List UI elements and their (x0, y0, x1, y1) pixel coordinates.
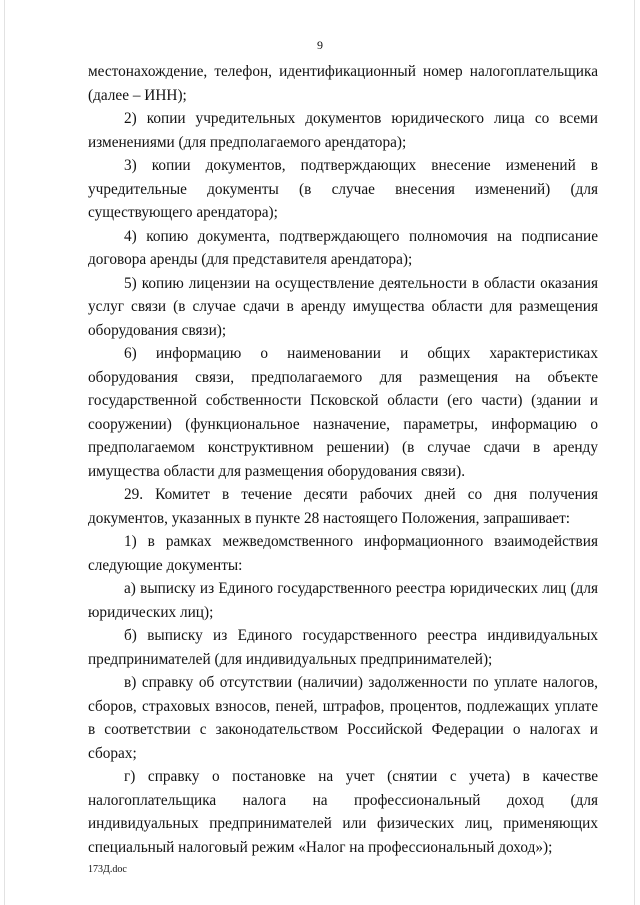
paragraph: 2) копии учредительных документов юридического лица со всеми изменениями (для предполагаемого арендатора); (88, 110, 598, 151)
footer-filename: 173Д.doc (88, 864, 127, 875)
paragraph: г) справку о постановке на учет (снятии с учета) в качестве налогоплательщика налога на профессиональный доход (для индивидуальных предпринимателей или физических лиц, применяющих специальный налоговый режим «Налог на профессиональный доход»); (88, 768, 598, 856)
document-body (88, 60, 598, 859)
page-number: 9 (317, 38, 323, 52)
paragraph: б) выписку из Единого государственного реестра индивидуальных предпринимателей (для индивидуальных предпринимателей); (88, 627, 598, 668)
paragraph: 3) копии документов, подтверждающих внесение изменений в учредительные документы (в случае внесения изменений) (для существующего арендатора); (88, 157, 598, 221)
paragraph: 29. Комитет в течение десяти рабочих дней со дня получения документов, указанных в пункте 28 настоящего Положения, запрашивает: (88, 486, 598, 527)
paragraph: 4) копию документа, подтверждающего полномочия на подписание договора аренды (для представителя арендатора); (88, 227, 598, 268)
paragraph: 5) копию лицензии на осуществление деятельности в области оказания услуг связи (в случае сдачи в аренду имущества области для размещения оборудования связи); (88, 274, 598, 339)
paragraph: в) справку об отсутствии (наличии) задолженности по уплате налогов, сборов, страховых взносов, пеней, штрафов, процентов, подлежащих уплате в соответствии с законодательством Российской Федерации о налогах и сборах; (88, 674, 598, 762)
scan-edge-right (634, 0, 635, 905)
paragraph: местонахождение, телефон, идентификационный номер налогоплательщика (далее – ИНН); (88, 63, 598, 104)
paragraph: 1) в рамках межведомственного информационного взаимодействия следующие документы: (88, 533, 598, 574)
paragraph: 6) информацию о наименовании и общих характеристиках оборудования связи, предполагаемого для размещения на объекте государственной собственности Псковской области (его части) (здании и сооружении) (функциональное назначение, параметры, информацию о предполагаемом конструктивном решении) (в случае сдачи в аренду имущества области для размещения оборудования связи). (88, 345, 598, 480)
paragraph: а) выписку из Единого государственного реестра юридических лиц (для юридических лиц); (88, 580, 598, 621)
scan-edge-left (4, 0, 5, 905)
